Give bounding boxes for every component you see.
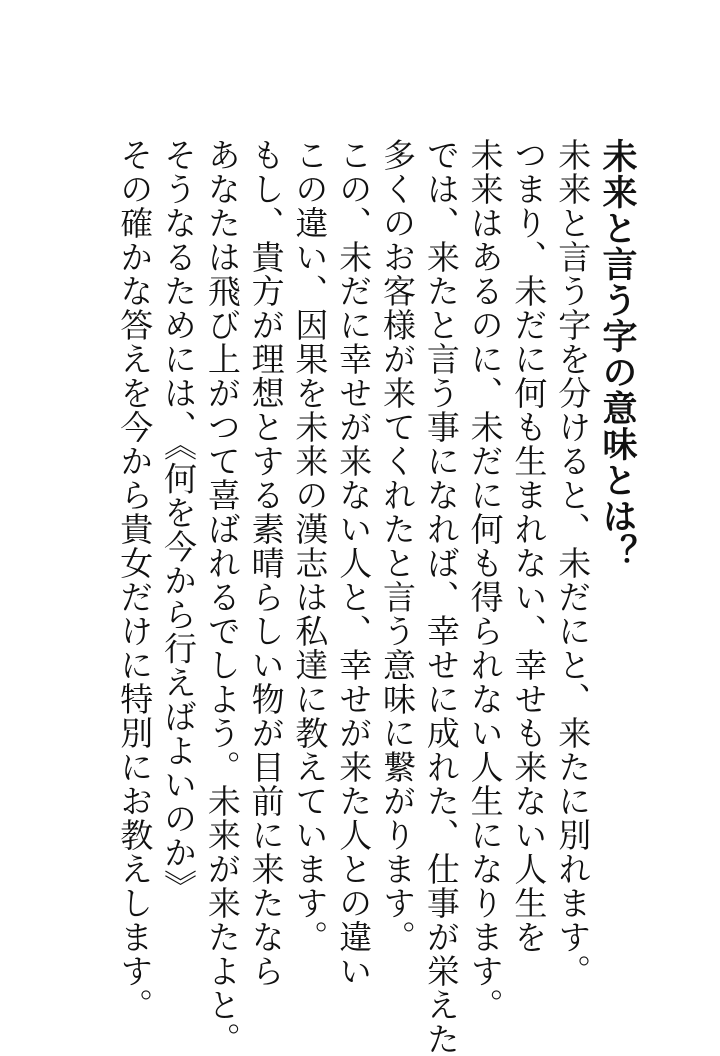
text-line-9: あなたは飛び上がつて喜ばれるでしよう。未来が来たよと。 bbox=[202, 138, 242, 1056]
text-line-1: 未来と言う字を分けると、未だにと、来たに別れます。 bbox=[553, 138, 593, 988]
text-line-11: その確かな答えを今から貴女だけに特別にお教えします。 bbox=[115, 138, 155, 1022]
text-line-7: この違い、因果を未来の漢志は私達に教えています。 bbox=[290, 138, 330, 954]
text-line-3: 未来はあるのに、未だに何も得られない人生になります。 bbox=[465, 138, 505, 1022]
text-line-4: では、来たと言う事になれば、幸せに成れた、仕事が栄えた bbox=[421, 138, 461, 1056]
text-line-8: もし、貴方が理想とする素晴らしい物が目前に来たなら bbox=[246, 138, 286, 988]
text-line-10: そうなるためには、《何を今から行えばよいのか》 bbox=[159, 138, 199, 904]
text-line-6: この、未だに幸せが来ない人と、幸せが来た人との違い bbox=[334, 138, 374, 988]
document-title: 未来と言う字の意味とは？ bbox=[597, 138, 637, 570]
vertical-text-block bbox=[112, 138, 638, 1056]
text-line-5: 多くのお客様が来てくれたと言う意味に繋がります。 bbox=[378, 138, 418, 954]
text-line-2: つまり、未だに何も生まれない、幸せも来ない人生を bbox=[509, 138, 549, 954]
